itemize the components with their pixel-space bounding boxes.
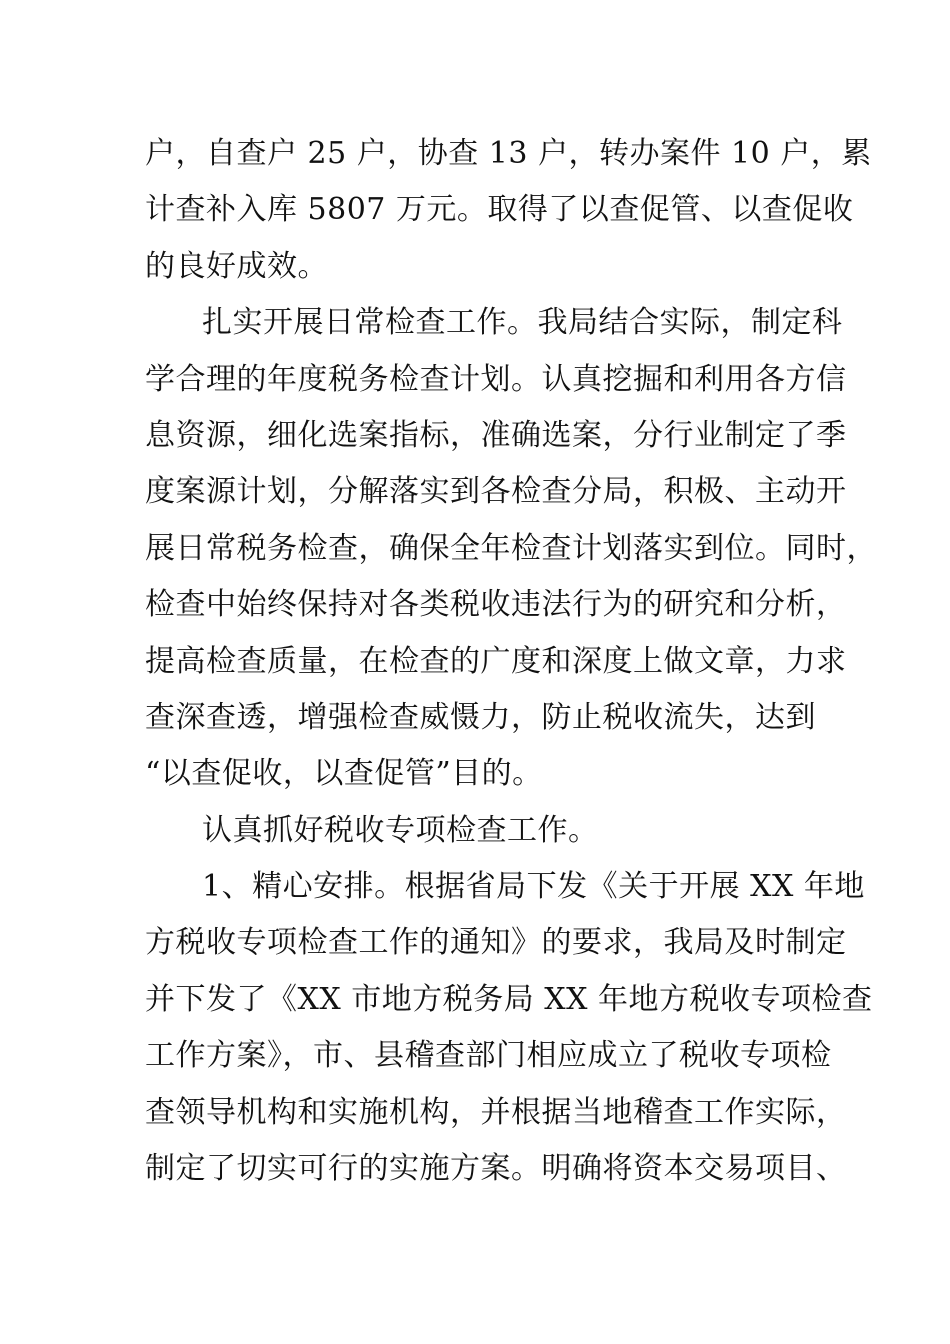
paragraph-first-line: 1、精心安排。根据省局下发《关于开展 XX 年地 — [202, 869, 865, 905]
text-line: 制定了切实可行的实施方案。明确将资本交易项目、 — [145, 1151, 847, 1187]
text-line: 计查补入库 5807 万元。取得了以查促管、以查促收 — [145, 192, 854, 228]
text-line: 方税收专项检查工作的通知》的要求，我局及时制定 — [145, 925, 847, 961]
text-line: 学合理的年度税务检查计划。认真挖掘和利用各方信 — [145, 361, 847, 397]
paragraph-first-line: 扎实开展日常检查工作。我局结合实际，制定科 — [202, 305, 843, 341]
text-line: 息资源，细化选案指标，准确选案，分行业制定了季 — [145, 417, 847, 453]
text-line: 的良好成效。 — [145, 248, 328, 284]
body-text — [145, 126, 877, 1197]
text-line: “以查促收，以查促管”目的。 — [145, 756, 543, 792]
text-line: 并下发了《XX 市地方税务局 XX 年地方税收专项检查 — [145, 981, 873, 1017]
text-line: 检查中始终保持对各类税收违法行为的研究和分析， — [145, 587, 847, 623]
text-line: 工作方案》，市、县稽查部门相应成立了税收专项检 — [145, 1038, 832, 1074]
text-line: 提高检查质量，在检查的广度和深度上做文章，力求 — [145, 643, 847, 679]
text-line: 展日常税务检查，确保全年检查计划落实到位。同时， — [145, 530, 877, 566]
section-heading: 认真抓好税收专项检查工作。 — [202, 812, 599, 848]
text-line: 查深查透，增强检查威慑力，防止税收流失，达到 — [145, 699, 816, 735]
text-line: 查领导机构和实施机构，并根据当地稽查工作实际， — [145, 1094, 847, 1130]
text-line: 度案源计划，分解落实到各检查分局，积极、主动开 — [145, 474, 847, 510]
text-line: 户，自查户 25 户，协查 13 户，转办案件 10 户，累 — [145, 136, 872, 171]
